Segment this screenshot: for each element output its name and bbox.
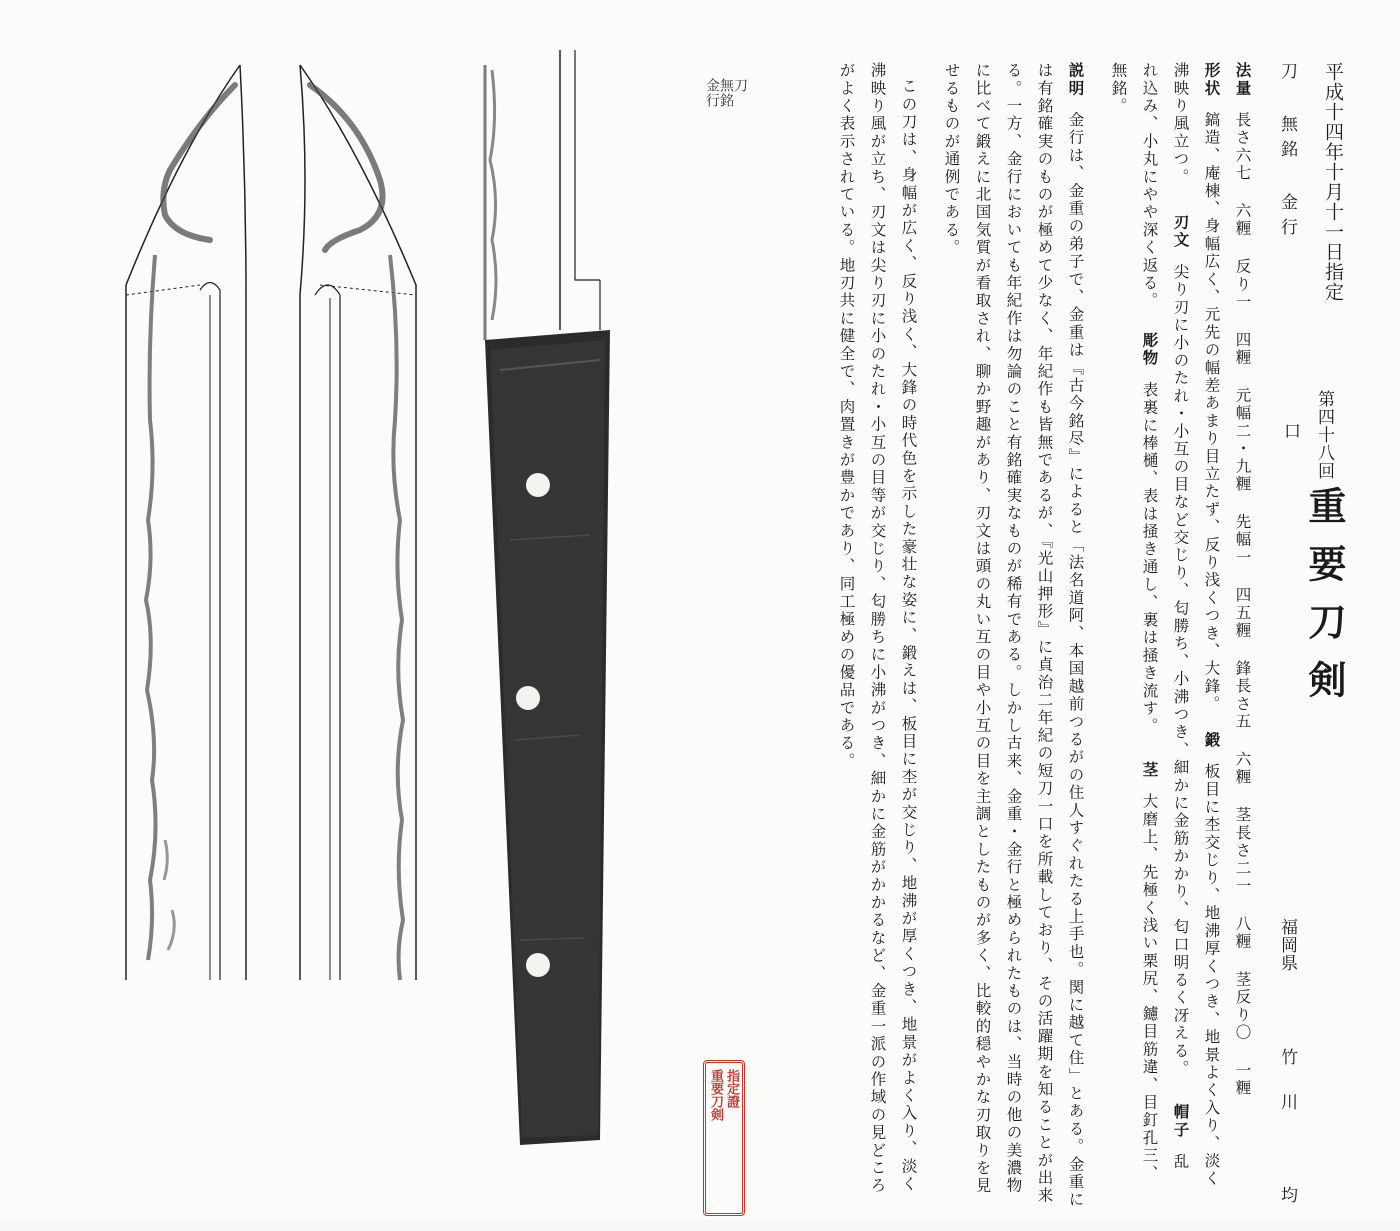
caption-mei: 無銘 (718, 78, 734, 108)
blade-middle (300, 65, 416, 980)
nakago-line-2 (1110, 62, 1126, 115)
nakago-text-2: 無銘。 (1109, 62, 1128, 116)
caption-smith: 金行 (704, 78, 720, 108)
setsumei-line-1 (1067, 62, 1084, 1209)
horimono-line (1141, 62, 1158, 1182)
setsumei-line-6: この刀は、身幅が広く、反り浅く、大鋒の時代色を示した豪壮な姿に、鍛えは、板目に杢が交じり、地沸が厚くつき、地景がよく入り、淡く (899, 78, 918, 1194)
setsumei-line-3: る。一方、金行においても年紀作は勿論のこと有銘確実なものが稀有である。しかし古来、金重・金行と極められたものは、当時の他の美濃物 (1004, 62, 1023, 1195)
kitae-text: 板目に杢交じり、地沸厚くつき、地景よく入り、淡く (1202, 762, 1221, 1188)
setsumei-line-4: に比べて鍛えに北国気質が看取され、聊か野趣があり、刃文は頭の丸い互の目や小互の目を主調としたものが多く、比較的穏やかな刃取りを見 (973, 62, 992, 1195)
setsumei-label: 説明 (1066, 62, 1086, 98)
session-number: 第四十八回 (1314, 390, 1334, 480)
setsumei-line-7: 沸映り風が立ち、刃文は尖り刃に小のたれ・小互の目等が交じり、匂勝ちに小沸がつき、細かに金筋がかかるなど、金重一派の作域の見どころ (868, 62, 887, 1195)
image-caption (705, 78, 747, 108)
setsumei-line-2: は有銘確実のものが極めて少なく、年紀作も皆無であるが、『光山押形』に貞治二年紀の短刀一口を所載しており、その活躍期を知ることが出来 (1035, 62, 1054, 1205)
boushi-label: 帽子 (1171, 1103, 1191, 1139)
prefecture: 福岡県 (1277, 918, 1297, 972)
seal-text-a: 重要刀剣 (708, 1069, 723, 1121)
horimono-text: 表裏に棒樋、表は掻き通し、裏は掻き流す。 (1140, 381, 1159, 736)
caption-type: 刀 (732, 78, 748, 93)
seal-stamp (703, 1060, 745, 1216)
count-kanji: 口 (1280, 422, 1300, 440)
setsumei-line-5: せるものが通例である。 (942, 62, 961, 257)
sword-name: 刀 無銘 金行 (1277, 62, 1297, 243)
kitae-label: 鍛 (1202, 731, 1222, 749)
keijou-text: 鎬造、庵棟、身幅広く、元先の幅差あまり目立たず、反り浅くつき、大鋒。 (1202, 111, 1221, 714)
designation-date: 平成十四年十月十一日指定 (1322, 62, 1344, 302)
hamon-text: 尖り刃に小のたれ・小互の目など交じり、匂勝ち、小沸つき、細かに金筋かかり、匂口明るく冴える。 (1171, 263, 1190, 1078)
owner-name: 竹川 均 (1277, 1048, 1297, 1231)
hourou-text: 長さ六七 六糎 反り一 四糎 元幅二・九糎 先幅一 四五糎 鋒長さ五 六糎 茎長さ二一 八糎 茎反り〇 一糎 (1233, 111, 1252, 1098)
horimono-label: 彫物 (1140, 331, 1160, 368)
setsumei-text-1: 金行は、金重の弟子で、金重は『古今銘尽』によると「法名道阿、本国越前つるがの住人すぐれたる上手也。関に越て住」とある。金重に (1066, 111, 1085, 1209)
boushi-text-2: れ込み、小丸にやや深く返る。 (1140, 62, 1159, 310)
nakago-text: 大磨上、先極く浅い栗尻、鑢目筋違、目釘孔三、 (1140, 792, 1159, 1183)
boushi-text: 乱 (1171, 1152, 1190, 1171)
setsumei-line-8: がよく表示されている。地刃共に健全で、肉置きが豊かであり、同工極めの優品である。 (837, 62, 856, 770)
page-title: 重要刀剣 (1302, 486, 1347, 718)
blade-left (126, 65, 246, 980)
nakago-label: 茎 (1140, 761, 1160, 779)
hourou-label: 法量 (1233, 62, 1253, 98)
tang (485, 50, 610, 1145)
hamon-line (1172, 62, 1189, 1171)
keijou-line (1203, 62, 1220, 1188)
kitae-text-2: 沸映り風立つ。 (1171, 62, 1190, 186)
keijou-label: 形状 (1202, 62, 1222, 98)
seal-text-b: 指定證 (724, 1069, 739, 1108)
blade-drawing (60, 40, 670, 1220)
sword-oshigata (60, 40, 670, 1220)
hamon-label: 刃文 (1171, 213, 1191, 250)
hourou-line (1234, 62, 1251, 1097)
